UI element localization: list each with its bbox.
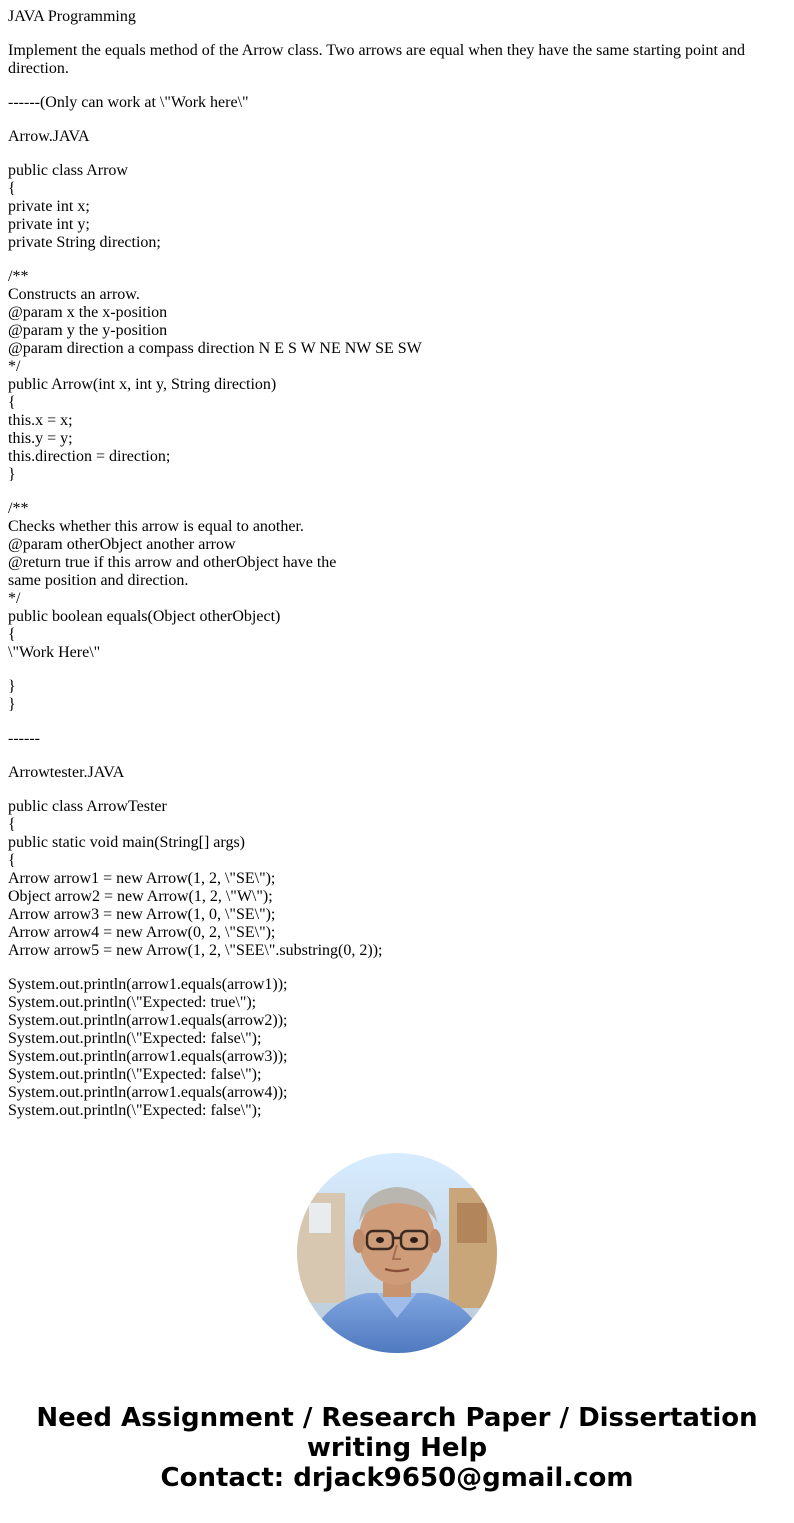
question-title: JAVA Programming [8,8,136,25]
author-photo [297,1153,497,1353]
author-portrait-icon [297,1153,497,1353]
question-content [8,8,786,1122]
code-line: Constructs an arrow. [8,286,140,303]
code-line: } [8,678,16,695]
code-line: @param y the y-position [8,322,168,339]
code-line: Checks whether this arrow is equal to another. [8,518,304,535]
code-block [8,268,786,484]
code-line: { [8,852,16,869]
footer-line-1: Need Assignment / Research Paper / Dissertation [36,1403,758,1433]
code-line: @return true if this arrow and otherObject have the [8,554,337,571]
code-line: this.y = y; [8,430,73,447]
code-line: System.out.println(arrow1.equals(arrow2)); [8,1012,288,1029]
code-line: System.out.println(\"Expected: false\"); [8,1030,262,1047]
code-line: @param direction a compass direction N E S W NE NW SE SW [8,340,422,357]
code-line: private String direction; [8,234,161,251]
question-prompt: Implement the equals method of the Arrow class. Two arrows are equal when they have the same starting point and direction. [8,42,746,77]
code-line: public Arrow(int x, int y, String direction) [8,376,277,393]
code-block [8,730,786,748]
code-line: this.direction = direction; [8,448,171,465]
code-line: private int y; [8,216,90,233]
code-line: \"Work Here\" [8,644,101,661]
code-block [8,128,786,146]
code-block [8,162,786,252]
code-line: { [8,626,16,643]
code-line: Arrow arrow4 = new Arrow(0, 2, \"SE\"); [8,924,276,941]
code-line: System.out.println(\"Expected: false\"); [8,1102,262,1119]
code-line: Object arrow2 = new Arrow(1, 2, \"W\"); [8,888,273,905]
code-line: { [8,816,16,833]
code-line: { [8,394,16,411]
footer-contact: Contact: drjack9650@gmail.com [160,1463,634,1493]
code-line: System.out.println(arrow1.equals(arrow4)); [8,1084,288,1101]
footer-banner [0,1403,794,1493]
code-line: System.out.println(\"Expected: true\"); [8,994,257,1011]
code-line: { [8,180,16,197]
code-line: } [8,696,16,713]
code-line: */ [8,590,21,607]
code-line: public class ArrowTester [8,798,167,815]
code-line: this.x = x; [8,412,73,429]
code-line: same position and direction. [8,572,189,589]
code-block [8,500,786,662]
code-line: /** [8,268,29,285]
code-line: } [8,466,16,483]
code-line: System.out.println(\"Expected: false\"); [8,1066,262,1083]
code-line: private int x; [8,198,90,215]
code-line: public boolean equals(Object otherObject) [8,608,281,625]
code-line: @param otherObject another arrow [8,536,236,553]
code-line: public static void main(String[] args) [8,834,245,851]
code-line: /** [8,500,29,517]
code-line: public class Arrow [8,162,128,179]
code-line: Arrow arrow1 = new Arrow(1, 2, \"SE\"); [8,870,276,887]
code-line: Arrow arrow5 = new Arrow(1, 2, \"SEE\".substring(0, 2)); [8,942,383,959]
code-line: Arrow arrow3 = new Arrow(1, 0, \"SE\"); [8,906,276,923]
footer-line-2: writing Help [306,1433,488,1463]
code-line: ------ [8,730,40,747]
code-line: @param x the x-position [8,304,168,321]
code-line: Arrow.JAVA [8,128,90,145]
code-block [8,764,786,782]
code-block [8,976,786,1120]
code-line: System.out.println(arrow1.equals(arrow3)); [8,1048,288,1065]
code-block [8,798,786,960]
code-line: System.out.println(arrow1.equals(arrow1)); [8,976,288,993]
question-note: ------(Only can work at \"Work here\" [8,94,249,111]
code-line: Arrowtester.JAVA [8,764,125,781]
code-line: */ [8,358,21,375]
code-block [8,678,786,714]
code-listing [8,128,786,1120]
